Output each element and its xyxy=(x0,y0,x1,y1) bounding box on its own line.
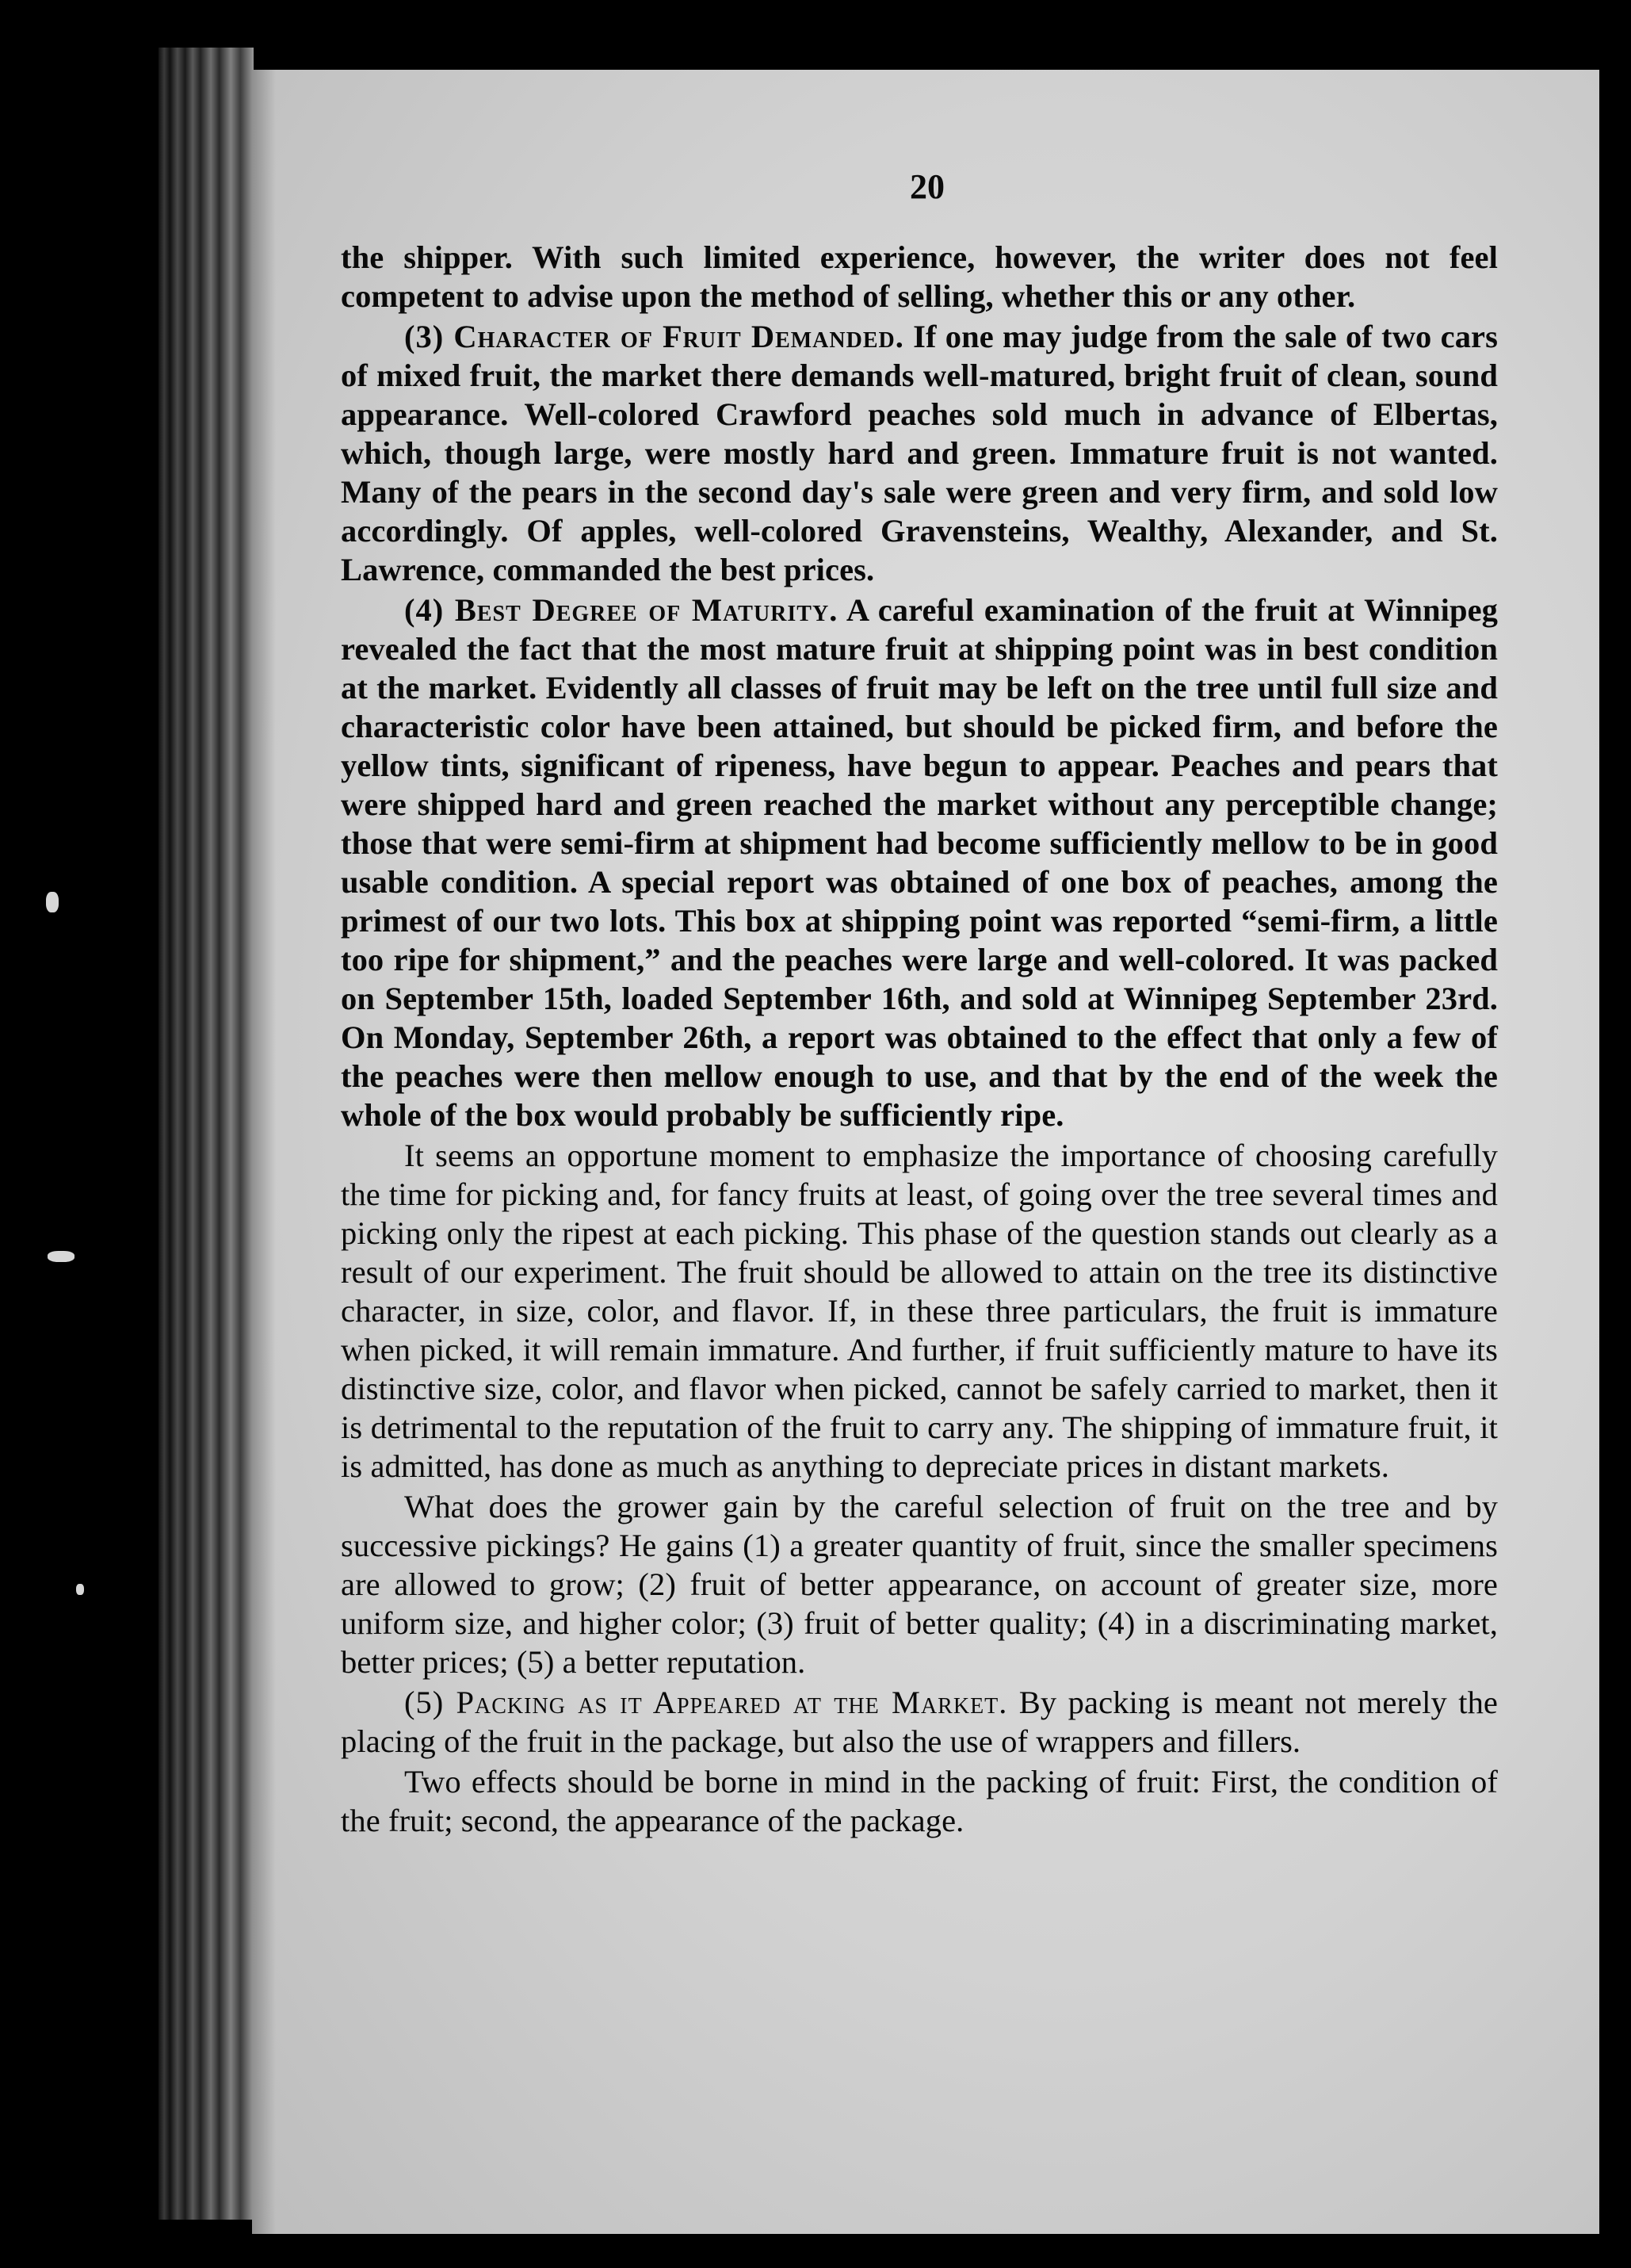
body-text xyxy=(341,238,1498,1842)
paragraph-1 xyxy=(341,238,1498,316)
section-heading: (4) Best Degree of Maturity. xyxy=(404,592,838,628)
paragraph-text: the shipper. With such limited experience, however, the writer does not feel competent to advise upon the method of selling, whether this or any other. xyxy=(341,239,1498,314)
paragraph-text: By packing is meant not merely the placing of the fruit in the package, but also the use of wrappers and fillers. xyxy=(341,1685,1498,1759)
section-heading: (5) Packing as it Appeared at the Market. xyxy=(404,1685,1008,1720)
margin-speck xyxy=(46,892,59,912)
paragraph-4 xyxy=(341,1136,1498,1486)
page-number: 20 xyxy=(910,167,945,206)
paragraph-2 xyxy=(341,317,1498,589)
paragraph-text: What does the grower gain by the careful selection of fruit on the tree and by successive pickings? He gains (1) a greater quantity of fruit, since the smaller specimens are allowed to grow; (2) fruit of better appearance, on account of greater size, more uniform size, and higher color; (3) fruit of better quality; (4) in a discriminating market, better prices; (5) a better reputation. xyxy=(341,1489,1498,1680)
paragraph-6 xyxy=(341,1683,1498,1761)
paragraph-3 xyxy=(341,591,1498,1134)
paragraph-text: If one may judge from the sale of two cars of mixed fruit, the market there demands well-matured, bright fruit of clean, sound appearance. Well-colored Crawford peaches sold much in advance of Elbertas, which, though large, were mostly hard and green. Immature fruit is not wanted. Many of the pears in the second day's sale were green and very firm, and sold low accordingly. Of apples, well-colored Gravensteins, Wealthy, Alexander, and St. Lawrence, commanded the best prices. xyxy=(341,319,1498,587)
paragraph-text: Two effects should be borne in mind in the packing of fruit: First, the condition of the fruit; second, the appearance of the package. xyxy=(341,1764,1498,1838)
paragraph-text: It seems an opportune moment to emphasize the importance of choosing carefully the time for picking and, for fancy fruits at least, of going over the tree several times and picking only the ripest at each picking. This phase of the question stands out clearly as a result of our experiment. The fruit should be allowed to attain on the tree its distinctive character, in size, color, and flavor. If, in these three particulars, the fruit is immature when picked, it will remain immature. And further, if fruit sufficiently mature to have its distinctive size, color, and flavor when picked, cannot be safely carried to market, then it is detrimental to the reputation of the fruit to carry any. The shipping of immature fruit, it is admitted, has done as much as anything to depreciate prices in distant markets. xyxy=(341,1138,1498,1484)
section-heading: (3) Character of Fruit Demanded. xyxy=(404,319,904,354)
margin-speck xyxy=(48,1251,74,1262)
page-edge-shadow xyxy=(252,70,276,2234)
paragraph-5 xyxy=(341,1487,1498,1681)
margin-speck xyxy=(76,1584,84,1595)
book-spine xyxy=(159,48,254,2220)
paragraph-7 xyxy=(341,1762,1498,1840)
paragraph-text: A careful examination of the fruit at Winnipeg revealed the fact that the most mature fruit at shipping point was in best condition at the market. Evidently all classes of fruit may be left on the tree until full size and characteristic color have been attained, but should be picked firm, and before the yellow tints, significant of ripeness, have begun to appear. Peaches and pears that were shipped hard and green reached the market without any perceptible change; those that were semi-firm at shipment had become sufficiently mellow to be in good usable condition. A special report was obtained of one box of peaches, among the primest of our two lots. This box at shipping point was reported “semi-firm, a little too ripe for shipment,” and the peaches were large and well-colored. It was packed on September 15th, loaded September 16th, and sold at Winnipeg September 23rd. On Monday, September 26th, a report was obtained to the effect that only a few of the peaches were then mellow enough to use, and that by the end of the week the whole of the box would probably be sufficiently ripe. xyxy=(341,592,1498,1133)
